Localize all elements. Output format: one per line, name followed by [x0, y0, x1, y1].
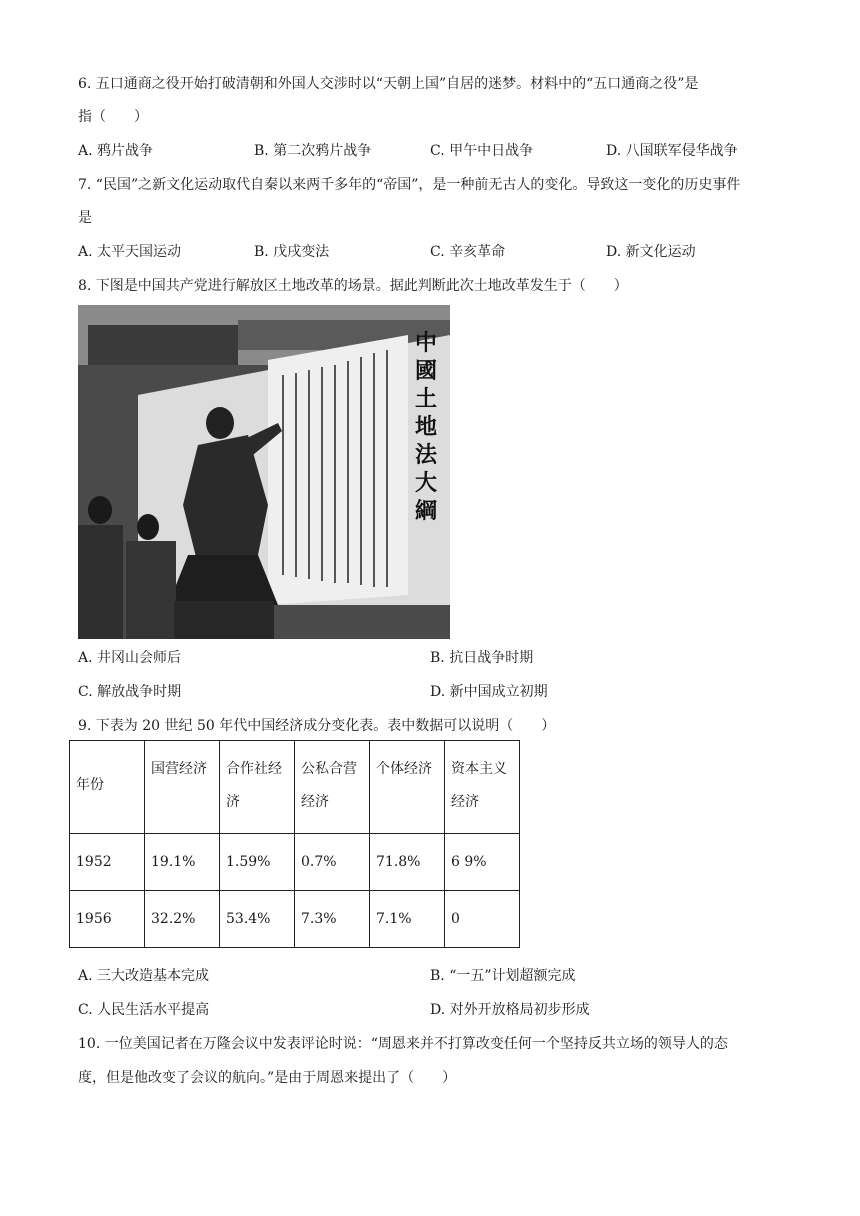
table-cell: 32.2% [145, 891, 220, 948]
q7-option-d: D. 新文化运动 [606, 244, 696, 260]
q8-option-b: B. 抗日战争时期 [430, 650, 534, 666]
table-cell: 53.4% [220, 891, 295, 948]
q9-stem: 9. 下表为 20 世纪 50 年代中国经济成分变化表。表中数据可以说明（ ） [78, 718, 556, 734]
table-cell: 1952 [70, 834, 145, 891]
table-row [70, 834, 520, 891]
table-header-cell: 资本主义经济 [445, 741, 520, 834]
q6-stem-line1: 6. 五口通商之役开始打破清朝和外国人交涉时以“天朝上国”自居的迷梦。材料中的“五口通商之役”是 [78, 76, 699, 92]
q9-option-c: C. 人民生活水平提高 [78, 1002, 210, 1018]
table-header-cell: 公私合营经济 [295, 741, 370, 834]
q7-option-a: A. 太平天国运动 [78, 244, 182, 260]
table-cell: 19.1% [145, 834, 220, 891]
q10-stem-line2: 度，但是他改变了会议的航向。”是由于周恩来提出了（ ） [78, 1070, 457, 1086]
table-cell: 1.59% [220, 834, 295, 891]
table-header-cell: 年份 [70, 741, 145, 834]
table-cell: 7.3% [295, 891, 370, 948]
table-cell: 0.7% [295, 834, 370, 891]
q7-option-b: B. 戊戌变法 [254, 244, 330, 260]
q8-stem: 8. 下图是中国共产党进行解放区土地改革的场景。据此判断此次土地改革发生于（ ） [78, 278, 628, 294]
q6-option-d: D. 八国联军侵华战争 [606, 143, 738, 159]
q8-option-c: C. 解放战争时期 [78, 684, 182, 700]
land-reform-photo [78, 305, 450, 639]
q9-option-d: D. 对外开放格局初步形成 [430, 1002, 590, 1018]
q6-option-b: B. 第二次鸦片战争 [254, 143, 372, 159]
table-cell: 7.1% [370, 891, 445, 948]
q10-stem-line1: 10. 一位美国记者在万隆会议中发表评论时说：“周恩来并不打算改变任何一个坚持反共立场的领导人的态 [78, 1036, 728, 1052]
table-header-cell: 国营经济 [145, 741, 220, 834]
table-header-row [70, 741, 520, 834]
table-header-cell: 合作社经济 [220, 741, 295, 834]
economy-table [69, 740, 520, 948]
q7-stem-line2: 是 [78, 210, 92, 226]
table-cell: 1956 [70, 891, 145, 948]
table-header-cell: 个体经济 [370, 741, 445, 834]
q8-option-a: A. 井冈山会师后 [78, 650, 182, 666]
table-cell: 0 [445, 891, 520, 948]
q6-option-c: C. 甲午中日战争 [430, 143, 534, 159]
q8-option-d: D. 新中国成立初期 [430, 684, 548, 700]
table-row [70, 891, 520, 948]
q7-stem-line1: 7. “民国”之新文化运动取代自秦以来两千多年的“帝国”，是一种前无古人的变化。导致这一变化的历史事件 [78, 177, 741, 193]
table-cell: 6 9% [445, 834, 520, 891]
q6-option-a: A. 鸦片战争 [78, 143, 154, 159]
q6-stem-line2: 指（ ） [78, 109, 148, 125]
q9-option-b: B. “一五”计划超额完成 [430, 968, 576, 984]
photo-title-text: 中國土地法大綱 [415, 330, 438, 524]
q9-option-a: A. 三大改造基本完成 [78, 968, 210, 984]
q7-option-c: C. 辛亥革命 [430, 244, 506, 260]
table-cell: 71.8% [370, 834, 445, 891]
